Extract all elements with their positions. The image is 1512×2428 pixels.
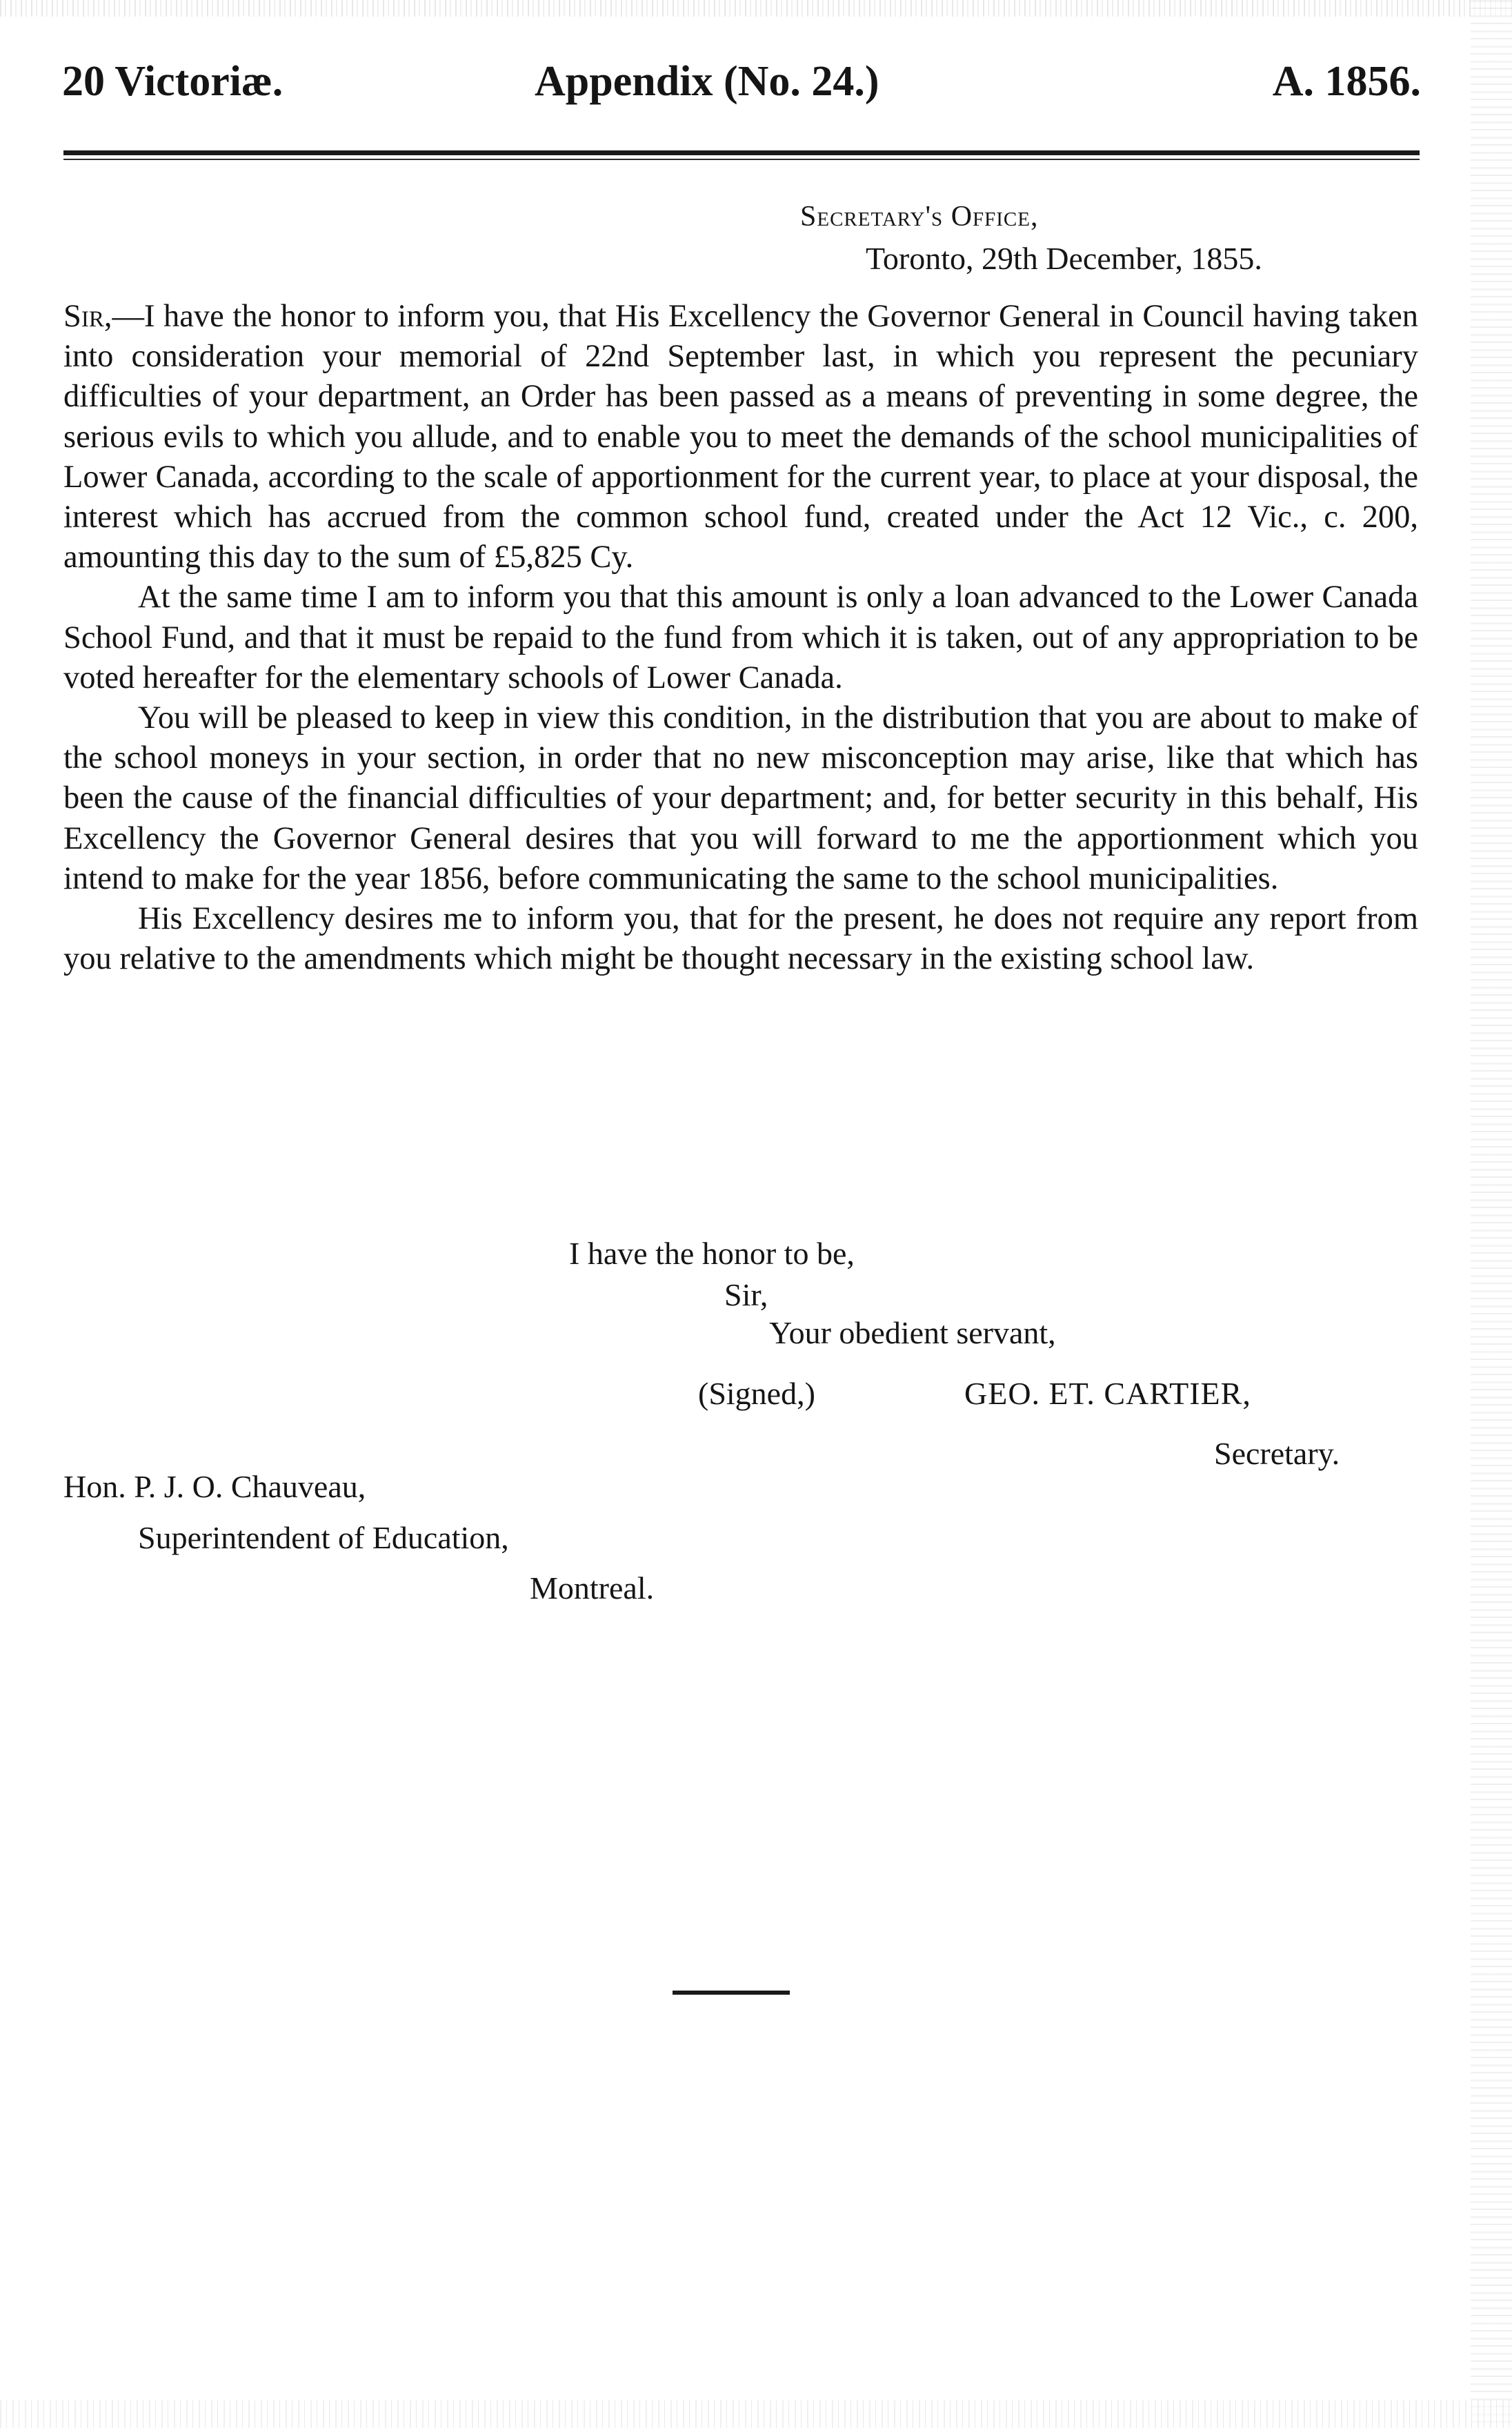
letter-salutation: Sir, — [63, 299, 112, 334]
letter-paragraph: At the same time I am to inform you that this amount is only a loan advanced to the Lower Canada School Fund, and that it must be repaid to the fund from which it is taken, out of any appropriation to be voted hereafter for the elementary schools of Lower Canada. — [63, 580, 1418, 695]
signer-name: GEO. ET. CARTIER, — [964, 1376, 1251, 1411]
closing-line: I have the honor to be, — [569, 1236, 855, 1271]
letter-body — [63, 297, 1418, 979]
letter-paragraph: You will be pleased to keep in view this condition, in the distribution that you are about to make of the school moneys in your section, in order that no new misconception may arise, like that which has been the cause of the financial difficulties of your department; and, for better security in this behalf, His Excellency the Governor General desires that you will forward to me the apportionment which you intend to make for the year 1856, before communicating the same to the school municipalities. — [63, 700, 1418, 896]
letter-paragraph: His Excellency desires me to inform you, that for the present, he does not require any report from you relative to the amendments which might be thought necessary in the existing school law. — [63, 901, 1418, 977]
end-rule — [673, 1991, 790, 1995]
header-rule-thin — [63, 159, 1420, 160]
header-appendix: Appendix (No. 24.) — [535, 58, 879, 105]
closing-line: Your obedient servant, — [769, 1315, 1056, 1350]
letter-office: Secretary's Office, — [800, 201, 1039, 233]
header-session: 20 Victoriæ. — [62, 58, 284, 105]
signed-label: (Signed,) — [698, 1376, 815, 1411]
header-rule-thick — [63, 150, 1420, 155]
addressee-name: Hon. P. J. O. Chauveau, — [63, 1469, 366, 1504]
addressee-place: Montreal. — [530, 1570, 655, 1606]
scan-noise-bottom — [0, 2400, 1512, 2428]
scan-noise-top — [0, 0, 1512, 17]
closing-line: Sir, — [724, 1277, 768, 1312]
addressee-title: Superintendent of Education, — [138, 1520, 509, 1555]
scan-noise-right — [1471, 0, 1512, 2428]
letter-dateline: Toronto, 29th December, 1855. — [866, 241, 1262, 276]
signer-title: Secretary. — [1214, 1436, 1340, 1471]
running-header — [62, 54, 1421, 109]
letter-paragraph — [63, 297, 1418, 578]
paragraph-text: —I have the honor to inform you, that His Excellency the Governor General in Council having taken into consideration your memorial of 22nd September last, in which you represent the pecuniary difficulties of your department, an Order has been passed as a means of preventing in some degree, the serious evils to which you allude, and to enable you to meet the demands of the school municipalities of Lower Canada, according to the scale of apportionment for the current year, to place at your disposal, the interest which has accrued from the common school fund, created under the Act 12 Vic., c. 200, amounting this day to the sum of £5,825 Cy. — [63, 299, 1418, 575]
header-year: A. 1856. — [1272, 58, 1421, 105]
